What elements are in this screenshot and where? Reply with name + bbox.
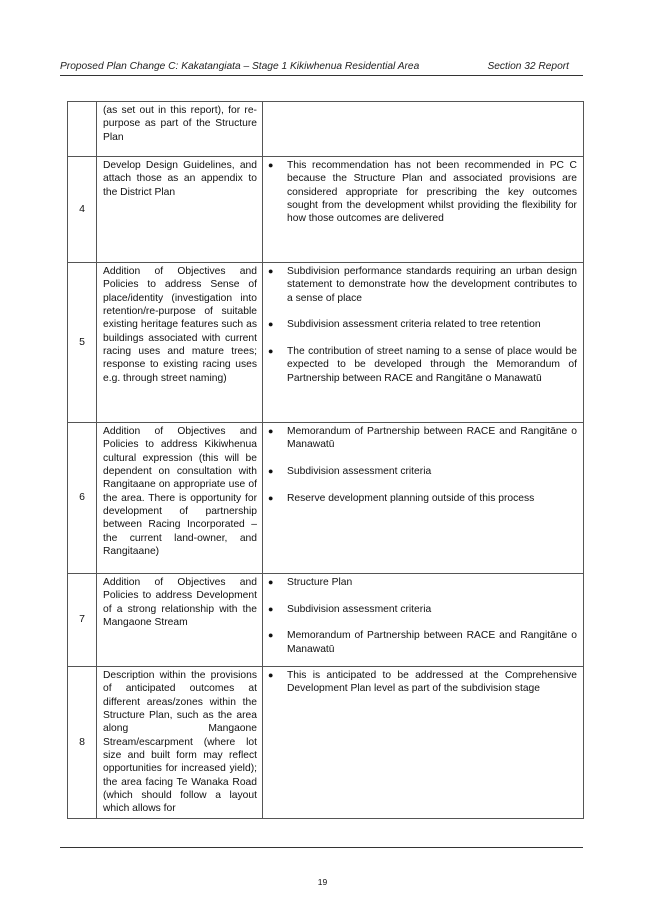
bullet-icon: ● bbox=[268, 319, 274, 330]
row-number: 5 bbox=[68, 263, 97, 423]
recommendation-text: Addition of Objectives and Policies to address Kikiwhenua cultural expression (this will be dependent on consultation with Rangitaane on appropriate use of the area. There is opportunity for development of partnership between Racing Incorporated – the current land-owner, and Rangitaane) bbox=[97, 423, 263, 574]
footer-divider bbox=[60, 847, 583, 848]
response-item: ● Subdivision assessment criteria related to tree retention bbox=[268, 319, 541, 331]
row-number: 8 bbox=[68, 667, 97, 819]
bullet-icon: ● bbox=[268, 630, 274, 641]
response-cell bbox=[263, 263, 584, 423]
recommendation-text: Develop Design Guidelines, and attach those as an appendix to the District Plan bbox=[97, 157, 263, 263]
bullet-icon: ● bbox=[268, 577, 274, 587]
section-label: Section 32 Report bbox=[487, 61, 569, 72]
response-item: ● This is anticipated to be addressed at the Comprehensive Development Plan level as part of the subdivision stage bbox=[268, 670, 577, 695]
response-cell bbox=[263, 574, 584, 667]
recommendations-table bbox=[67, 101, 584, 819]
response-cell bbox=[263, 667, 584, 819]
response-item: ● Memorandum of Partnership between RACE and Rangitāne o Manawatū bbox=[268, 426, 577, 451]
response-item: ● This recommendation has not been recommended in PC C because the Structure Plan and associated provisions are considered appropriate for prescribing the key outcomes sought from the development whilst providing the flexibility for how those outcomes are delivered bbox=[268, 160, 577, 225]
bullet-icon: ● bbox=[268, 603, 274, 614]
bullet-icon: ● bbox=[268, 426, 274, 436]
bullet-icon: ● bbox=[268, 266, 274, 276]
row-number: 4 bbox=[68, 157, 97, 263]
header-divider bbox=[60, 75, 583, 76]
response-item: ● Structure Plan bbox=[268, 577, 353, 588]
recommendation-text: (as set out in this report), for re-purpose as part of the Structure Plan bbox=[97, 102, 263, 157]
table-row bbox=[68, 157, 584, 263]
response-item: ● Subdivision assessment criteria bbox=[268, 603, 432, 615]
row-number bbox=[68, 102, 97, 157]
response-item: ● Reserve development planning outside of this process bbox=[268, 492, 535, 504]
bullet-icon: ● bbox=[268, 160, 274, 170]
response-cell bbox=[263, 157, 584, 263]
response-cell bbox=[263, 102, 584, 157]
page-number: 19 bbox=[317, 877, 328, 887]
row-number: 6 bbox=[68, 423, 97, 574]
response-item: ● Subdivision performance standards requiring an urban design statement to demonstrate how the development contributes to a sense of place bbox=[268, 266, 577, 304]
document-title: Proposed Plan Change C: Kakatangiata – Stage 1 Kikiwhenua Residential Area bbox=[60, 61, 420, 72]
recommendation-text: Addition of Objectives and Policies to address Sense of place/identity (investigation into retention/re-purpose of suitable existing heritage features such as buildings associated with current racing uses and mature trees; response to existing racing uses e.g. through street naming) bbox=[97, 263, 263, 423]
table-row bbox=[68, 263, 584, 423]
response-item: ● Subdivision assessment criteria bbox=[268, 465, 432, 477]
bullet-icon: ● bbox=[268, 345, 274, 356]
bullet-icon: ● bbox=[268, 670, 274, 680]
table-row bbox=[68, 423, 584, 574]
recommendation-text: Addition of Objectives and Policies to address Development of a strong relationship with the Mangaone Stream bbox=[97, 574, 263, 667]
response-item: ● The contribution of street naming to a sense of place would be expected to be developed through the Memorandum of Partnership between RACE and Rangitāne o Manawatū bbox=[268, 345, 577, 384]
table-row bbox=[68, 102, 584, 157]
table-row bbox=[68, 574, 584, 667]
recommendation-text: Description within the provisions of anticipated outcomes at different areas/zones within the Structure Plan, such as the area along Mangaone Stream/escarpment (where lot size and built form may reflect opportunities for increased yield); the area facing Te Wanaka Road (which should follow a layout which allows for bbox=[97, 667, 263, 819]
bullet-icon: ● bbox=[268, 465, 274, 476]
table-row bbox=[68, 667, 584, 819]
bullet-icon: ● bbox=[268, 492, 274, 503]
row-number: 7 bbox=[68, 574, 97, 667]
response-cell bbox=[263, 423, 584, 574]
response-item: ● Memorandum of Partnership between RACE and Rangitāne o Manawatū bbox=[268, 630, 577, 655]
